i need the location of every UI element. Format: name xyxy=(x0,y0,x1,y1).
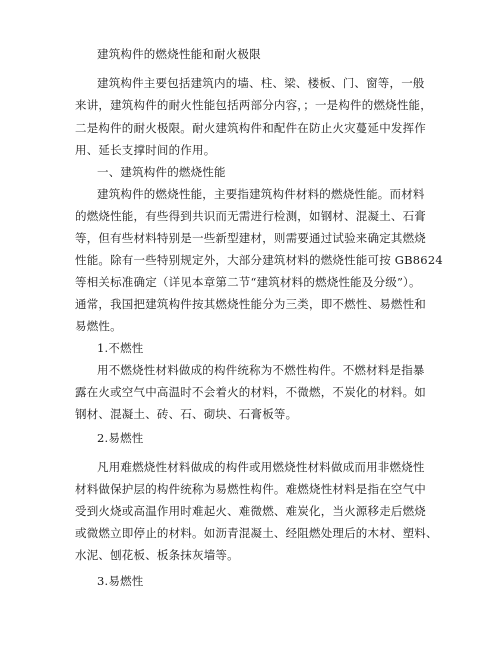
item-1-heading: 1.不燃性 xyxy=(97,341,144,355)
item-3-heading: 3.易燃性 xyxy=(97,574,144,588)
section-1-line-5: 等相关标准确定（详见本章第二节“建筑材料的燃烧性能及分级”）。 xyxy=(75,275,421,289)
item-1-line-1: 用不燃烧性材料做成的构件统称为不燃性构件。不燃材料是指暴 xyxy=(97,363,425,377)
item-2-line-1: 凡用难燃烧性材料做成的构件或用燃烧性材料做成而用非燃烧性 xyxy=(97,460,425,474)
document-title: 建筑构件的燃烧性能和耐火极限 xyxy=(97,47,261,61)
item-1-line-2: 露在火或空气中高温时不会着火的材料，不微燃，不炭化的材料。如 xyxy=(75,385,426,399)
item-1-line-3: 钢材、混凝土、砖、石、砌块、石膏板等。 xyxy=(75,407,298,421)
intro-line-3: 二是构件的耐火极限。耐火建筑构件和配件在防止火灾蔓延中发挥作 xyxy=(75,121,426,135)
section-1-line-2: 的燃烧性能，有些得到共识而无需进行检测，如钢材、混凝土、石膏 xyxy=(75,209,426,223)
section-1-line-6: 通常，我国把建筑构件按其燃烧性能分为三类，即不燃性、易燃性和 xyxy=(75,297,426,311)
item-2-line-4: 或微燃立即停止的材料。如沥青混凝土、经阻燃处理后的木材、塑料、 xyxy=(75,526,438,540)
intro-line-4: 用、延长支撑时间的作用。 xyxy=(75,143,216,157)
item-2-line-2: 材料做保护层的构件统称为易燃性构件。难燃烧性材料是指在空气中 xyxy=(75,482,426,496)
section-1-heading: 一、建筑构件的燃烧性能 xyxy=(97,165,226,179)
intro-line-1: 建筑构件主要包括建筑内的墙、柱、梁、楼板、门、窗等，一般 xyxy=(97,76,425,90)
item-2-line-3: 受到火烧或高温作用时难起火、难微燃、难炭化，当火源移走后燃烧 xyxy=(75,504,426,518)
item-2-heading: 2.易燃性 xyxy=(97,431,144,445)
intro-line-2: 来讲，建筑构件的耐火性能包括两部分内容，；一是构件的燃烧性能， xyxy=(75,98,432,112)
section-1-line-7: 易燃性。 xyxy=(75,319,122,333)
section-1-line-1: 建筑构件的燃烧性能，主要指建筑构件材料的燃烧性能。而材料 xyxy=(97,187,425,201)
section-1-line-4: 性能。除有一些特别规定外，大部分建筑材料的燃烧性能可按 GB8624 xyxy=(75,253,443,267)
section-1-line-3: 等，但有些材料特别是一些新型建材，则需要通过试验来确定其燃烧 xyxy=(75,231,426,245)
item-2-line-5: 水泥、刨花板、板条抹灰墙等。 xyxy=(75,548,239,562)
